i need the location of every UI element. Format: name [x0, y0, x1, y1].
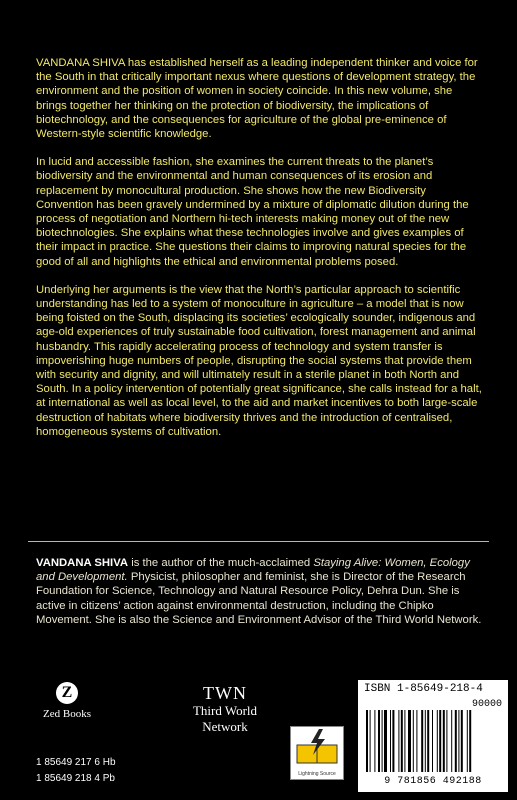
bio-author-name: VANDANA SHIVA — [36, 557, 129, 569]
copublisher-name: Third World Network — [192, 703, 258, 734]
twn-logo — [170, 683, 280, 735]
barcode-box — [358, 680, 508, 792]
lightning-source-logo — [290, 726, 344, 780]
bio-text: is the author of the much-acclaimed — [128, 557, 314, 569]
zed-books-logo — [32, 682, 102, 720]
blurb-paragraph-3: Underlying her arguments is the view that the North’s particular approach to scientific understanding has led to a system of monoculture in agriculture – a model that is now being foisted on the South, displacing its societies’ ecologically sounder, indigenous and age-old experiences of truly sustainable food cultivation, forest management and animal husbandry. This rapidly accelerating process of technology and system transfer is impoverishing huge numbers of people, disrupting the social systems that provide them with security and dignity, and will ultimately result in a sterile planet in both North and South. In a policy intervention of potentially great significance, she calls instead for a halt, at international as well as local level, to the aid and market incentives to both large-scale destruction of habitats where biodiversity thrives and the introduction of centralised, homogeneous systems of cultivation. — [36, 283, 482, 438]
isbn-paperback: 1 85649 218 4 Pb — [36, 773, 115, 784]
section-divider — [28, 541, 489, 542]
price-code: 90000 — [471, 699, 502, 710]
zed-icon: Z — [56, 682, 78, 704]
blurb-paragraph-2: In lucid and accessible fashion, she examines the current threats to the planet’s biodiversity and the environmental and human consequences of its erosion and replacement by monocultural production. She shows how the new Biodiversity Convention has been gravely undermined by a mixture of diplomatic dilution during the process of negotiation and Northern hi-tech interests making money out of the new biotechnologies. She explains what these technologies involve and gives examples of their impact in practice. She questions their claims to improving natural species for the good of all and highlights the ethical and environmental problems posed. — [36, 156, 469, 268]
bio-text-continued: Physicist, philosopher and feminist, she is Director of the Research Foundation for Science, Technology and Natural Resource Policy, Dehra Dun. She is active in citizens’ action against environmental destruction, including the Chipko Movement. She is also the Science and Environment Advisor of the Third World Network. — [36, 571, 482, 626]
bio-book-title: Staying Alive: Women, Ecology and Development. — [36, 557, 470, 584]
printer-label: Lightning Source — [298, 771, 336, 777]
barcode-digits: 9 781856 492188 — [384, 776, 482, 787]
back-cover-blurb — [36, 56, 484, 453]
isbn-hardback: 1 85649 217 6 Hb — [36, 757, 116, 768]
twn-abbreviation: TWN — [203, 683, 247, 703]
barcode-isbn-label: ISBN 1-85649-218-4 — [364, 683, 483, 695]
publisher-name: Zed Books — [43, 708, 91, 720]
blurb-paragraph-1 — [36, 56, 484, 141]
barcode-icon — [366, 710, 500, 774]
book-lightning-icon — [291, 727, 343, 769]
author-bio — [36, 556, 484, 627]
isbn-list — [36, 755, 116, 787]
blurb-text: has established herself as a leading independent thinker and voice for the South in that critically important nexus where questions of development strategy, the environment and the position of women in society coincide. In this new volume, she brings together her thinking on the protection of biodiversity, the implications of biotechnology, and the consequences for agriculture of the global pre-eminence of Western-style scientific knowledge. — [36, 57, 478, 141]
author-name: VANDANA SHIVA — [36, 57, 125, 69]
